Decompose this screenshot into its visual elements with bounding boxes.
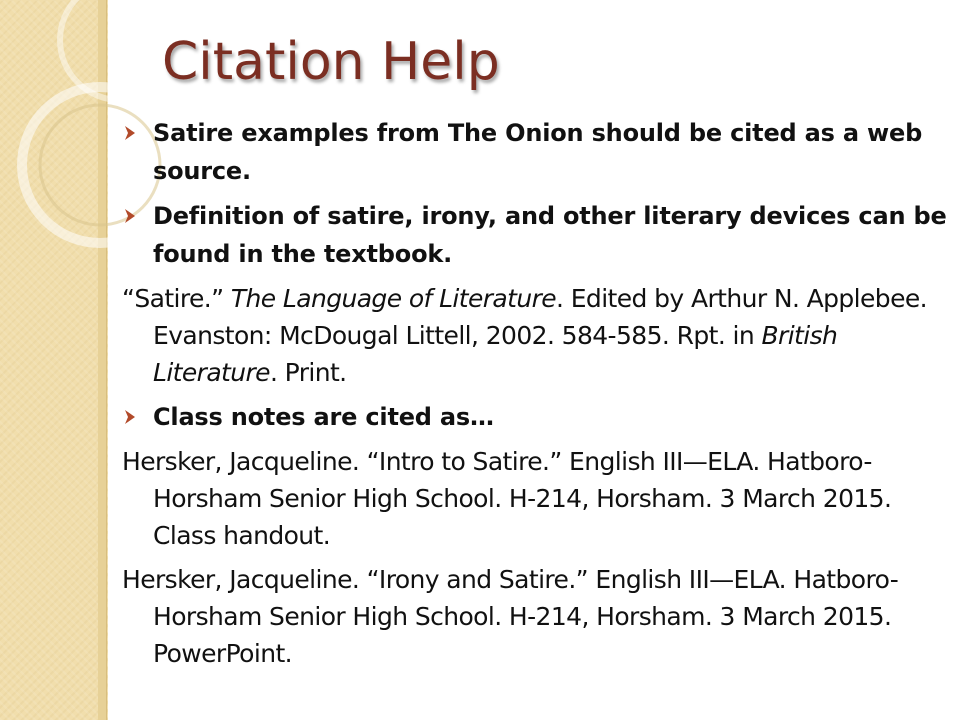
citation-class-handout: Hersker, Jacqueline. “Intro to Satire.” English III—ELA. Hatboro-Horsham Senior High School. H-214, Horsham. 3 March 2015. Class handout. <box>122 447 892 550</box>
bullet-text: Satire examples from The Onion should be cited as a web source. <box>153 119 923 185</box>
bullet-item-class-notes <box>122 398 948 436</box>
citation-reprint-title: British Literature <box>153 321 838 387</box>
bullet-item-onion <box>122 114 948 190</box>
citation-book-title: The Language of Literature <box>230 284 557 313</box>
slide-content <box>122 114 948 679</box>
citation-medium-part: . Print. <box>269 358 347 387</box>
bullet-item-definitions <box>122 197 948 273</box>
arrowhead-bullet-icon <box>122 197 148 234</box>
bullet-text: Definition of satire, irony, and other literary devices can be found in the textbook. <box>153 202 947 268</box>
arrowhead-bullet-icon <box>122 114 148 151</box>
arrowhead-bullet-icon <box>122 398 148 435</box>
bullet-text: Class notes are cited as… <box>153 403 494 431</box>
citation-title-part: “Satire.” <box>122 284 231 313</box>
citation-textbook <box>122 280 948 391</box>
slide-title: Citation Help <box>162 32 500 92</box>
citation-class-powerpoint: Hersker, Jacqueline. “Irony and Satire.” English III—ELA. Hatboro-Horsham Senior High School. H-214, Horsham. 3 March 2015. PowerPoint. <box>122 565 899 668</box>
citation-detail-part: . Edited by Arthur N. Applebee. Evanston: McDougal Littell, 2002. 584-585. Rpt. in <box>153 284 927 350</box>
